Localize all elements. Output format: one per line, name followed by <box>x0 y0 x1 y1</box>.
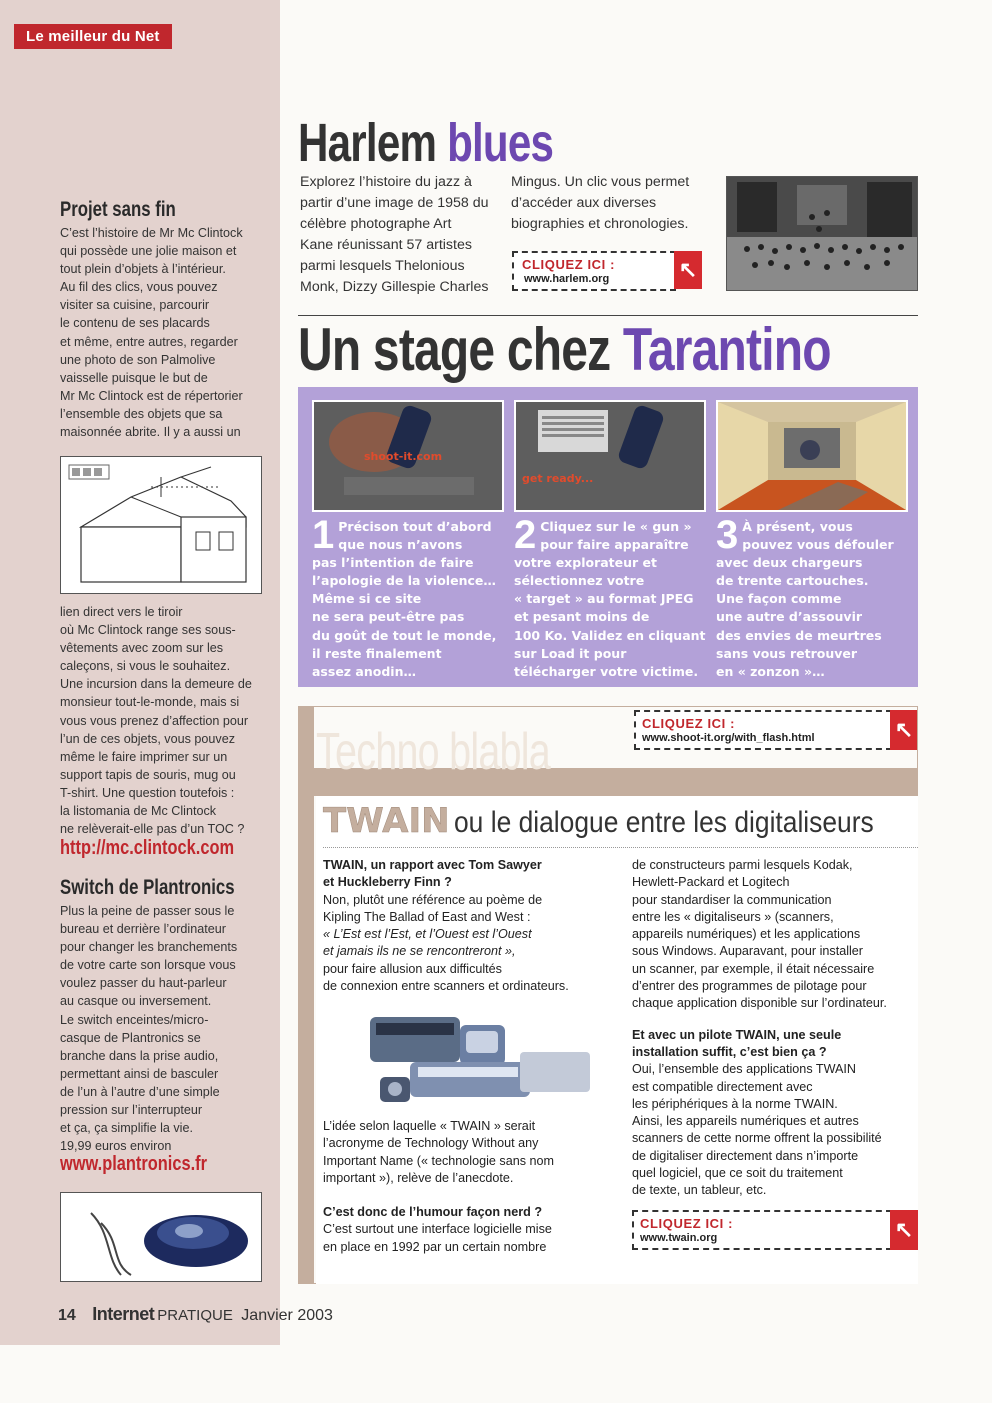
tarantino-title: Un stage chez Tarantino <box>298 316 831 383</box>
plantronics-switch-photo <box>60 1192 262 1282</box>
article-body-projet-b: lien direct vers le tiroir où Mc Clintock range ses sous- vêtements avec zoom sur les caleçons, si vous le souhaitez. Une incursion dans la demeure de monsieur tout-le-monde, mais si vous vous prenez d’affection pour l’un de ces objets, vous pouvez même le faire imprimer sur un support tapis de souris, mug ou T-shirt. Une question toutefois : la listomania de Mc Clintock ne relèverait-elle pas d’un TOC ? <box>60 605 252 837</box>
screenshot-1 <box>312 400 504 512</box>
harlem-text-col2: Mingus. Un clic vous permet d’accéder aux diverses biographies et chronologies. <box>511 174 690 232</box>
harlem-text-col1: Explorez l’histoire du jazz à partir d’une image de 1958 du célèbre photographe Art Kane réunissant 57 artistes parmi lesquels Thelonious Monk, Dizzy Gillespie Charles <box>300 174 489 295</box>
tarantino-cta[interactable]: CLIQUEZ ICI : www.shoot-it.org/with_flash.html <box>634 710 892 750</box>
screenshot-2 <box>514 400 706 512</box>
article-title-switch: Switch de Plantronics <box>60 876 235 899</box>
harlem-group-photo <box>726 176 918 291</box>
section-kicker: Le meilleur du Net <box>14 24 172 49</box>
harlem-cta[interactable]: CLIQUEZ ICI : www.harlem.org <box>512 251 676 291</box>
cursor-arrow-icon[interactable]: ↖ <box>890 710 918 750</box>
article-body-switch: Plus la peine de passer sous le bureau et derrière l’ordinateur pour changer les branchements de votre carte son lorsque vous voulez passer du haut-parleur au casque ou inversement. Le switch enceintes/micro- casque de Plantronics se branche dans la prise audio, permettant ainsi de basculer de l’un à l’autre d’une simple pression sur l’interrupteur et ça, ça simplifie la vie. 19,99 euros environ <box>60 904 238 1154</box>
article-title-projet: Projet sans fin <box>60 198 176 221</box>
shot2-banner-text: get ready... <box>522 472 594 485</box>
cursor-arrow-icon[interactable]: ↖ <box>674 251 702 289</box>
twain-col1-top: TWAIN, un rapport avec Tom Sawyer et Huckleberry Finn ? Non, plutôt une référence au poème de Kipling The Ballad of East and West : « L’Est est l’Est, et l’Ouest est l’Ouest et jamais ils ne se rencontreront », pour faire allusion aux difficultés de connexion entre scanners et ordinateurs. <box>323 858 569 994</box>
house-illustration <box>60 456 262 594</box>
twain-col1-bottom: L’idée selon laquelle « TWAIN » serait l’acronyme de Technology Without any Important Name (« technologie sans nom important »), relève de l’anecdote. C’est donc de l’humour façon nerd ? C’est surtout une interface logicielle mise en place en 1992 par un certain nombre <box>323 1119 555 1254</box>
article-body-projet-a: C’est l’histoire de Mr Mc Clintock qui possède une jolie maison et tout plein d’objets à l’intérieur. Au fil des clics, vous pouvez visiter sa cuisine, parcourir le contenu de ses placards et même, entre autres, regarder une photo de son Palmolive vaisselle puisque le but de Mr Mc Clintock est de répertorier l’ensemble des objets que sa maisonnée abrite. Il y a aussi un <box>60 226 243 440</box>
harlem-title: Harlem blues <box>298 113 554 173</box>
twain-cta[interactable]: CLIQUEZ ICI : www.twain.org <box>632 1210 892 1250</box>
step-2: 2 Cliquez sur le « gun » pour faire apparaître votre explorateur et sélectionnez votre « target » au format JPEG et pesant moins de 100 Ko. Validez en cliquant sur Load it pour télécharger votre victime. <box>514 513 706 679</box>
scanner-devices-image <box>350 1007 600 1112</box>
twain-col2: de constructeurs parmi lesquels Kodak, Hewlett-Packard et Logitech pour standardiser la communication entre les « digitaliseurs » (scanners, appareils numériques) et les applications sous Windows. Auparavant, pour installer un scanner, par exemple, il était nécessaire d’entrer des programmes de pilotage pour chaque application disponible sur l’ordinateur. Et avec un pilote TWAIN, une seule installation suffit, c’est bien ça ? Oui, l’ensemble des applications TWAIN est compatible directement avec les périphériques à la norme TWAIN. Ainsi, les appareils numériques et autres scanners de cette norme offrent la possibilité de digitaliser directement dans n’importe quel logiciel, que ce soit du traitement de texte, un tableur, etc. <box>632 858 887 1198</box>
page-footer: 14 Internet PRATIQUE Janvier 2003 <box>58 1304 333 1324</box>
step-3: 3 À présent, vous pouvez vous défouler avec deux chargeurs de trente cartouches. Une façon comme une autre d’assouvir des envies de meurtres sans vous retrouver en « zonzon »… <box>716 513 894 679</box>
cursor-arrow-icon[interactable]: ↖ <box>890 1210 918 1250</box>
twain-divider <box>323 847 918 848</box>
step-1: 1 Précison tout d’abord que nous n’avons pas l’intention de faire l’apologie de la violence… Même si ce site ne sera peut-être pas du goût de tout le monde, il reste finalement assez anodin… <box>312 513 497 679</box>
screenshot-3 <box>716 400 908 512</box>
techno-banner-title: Techno blabla <box>316 723 551 781</box>
link-mc-clintock[interactable]: http://mc.clintock.com <box>60 837 235 859</box>
twain-title: TWAIN ou le dialogue entre les digitaliseurs <box>323 801 874 841</box>
link-plantronics[interactable]: www.plantronics.fr <box>60 1153 208 1175</box>
shot1-logo-text: shoot-it.com <box>364 450 443 463</box>
